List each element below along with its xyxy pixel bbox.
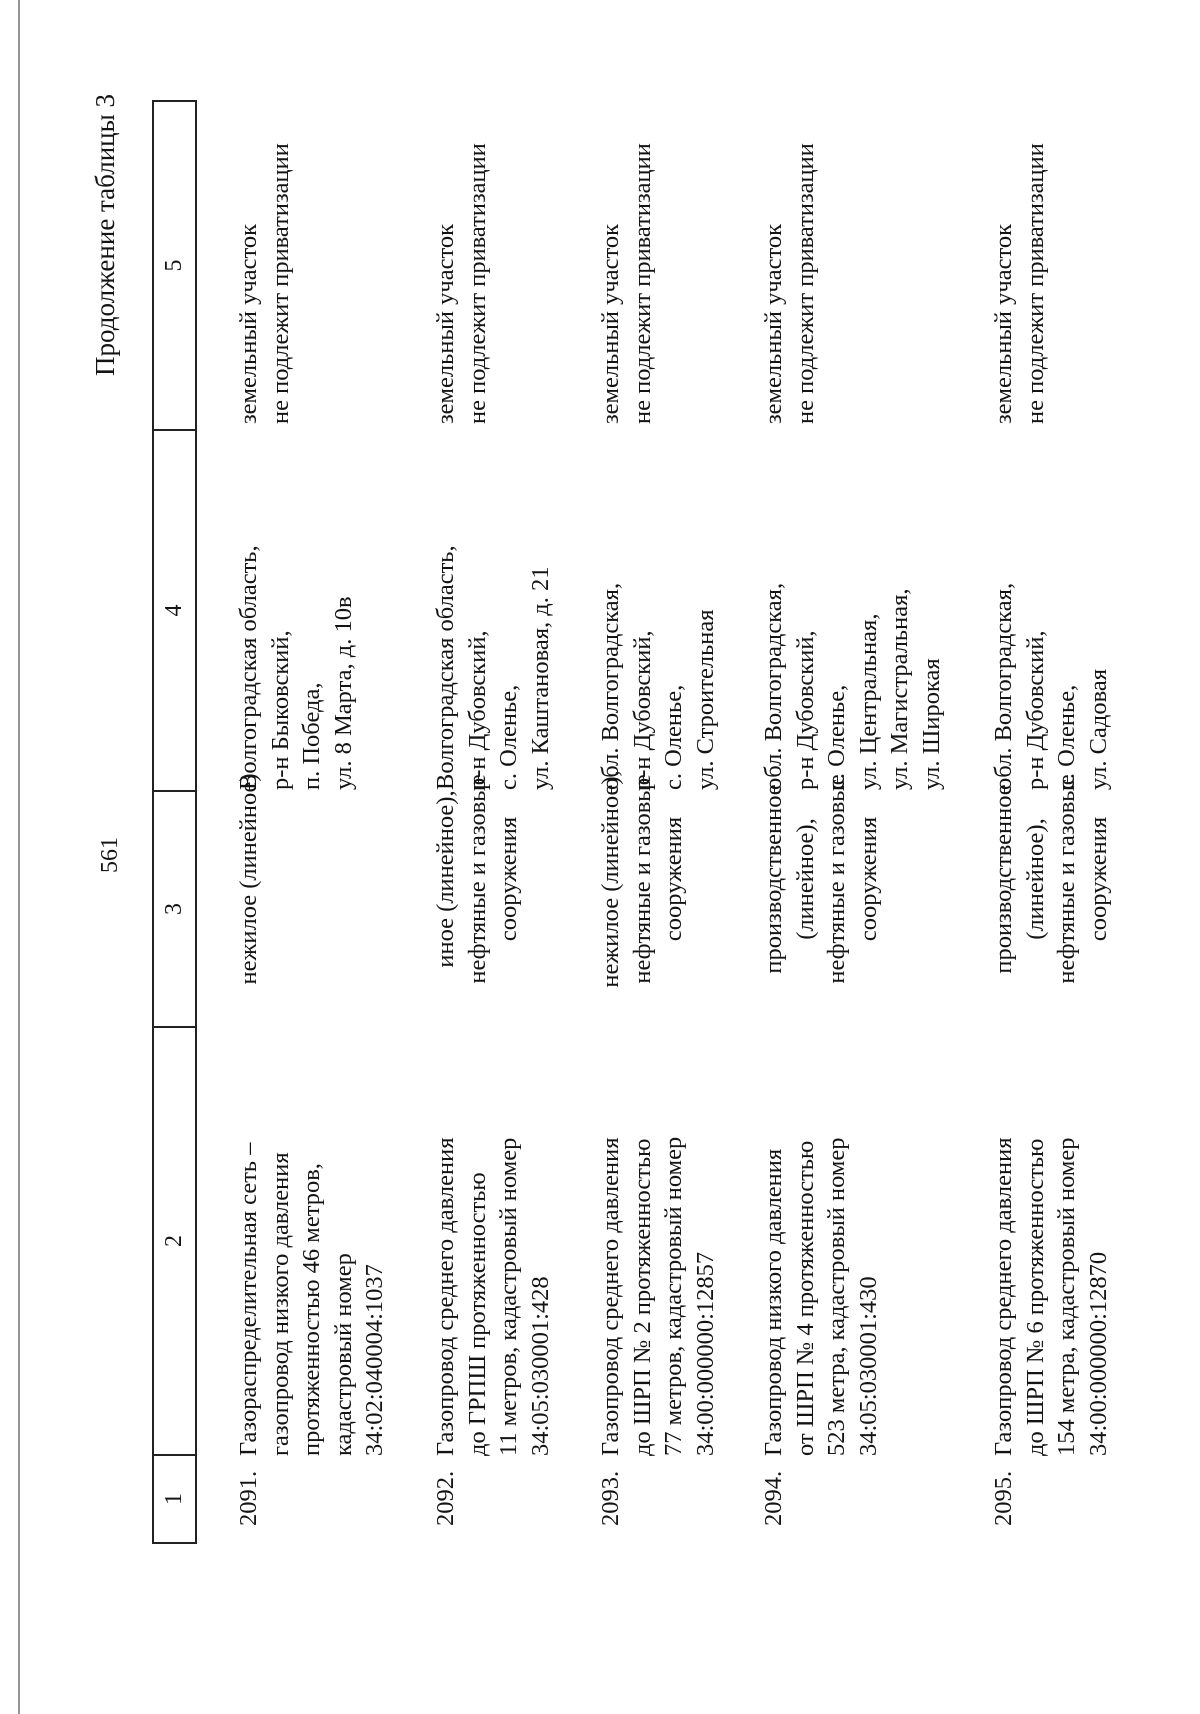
- type-line: нефтяные и газовые: [628, 774, 656, 984]
- name-line: протяженностью 46 метров,: [298, 1163, 325, 1456]
- name-line: 34:02:040004:1037: [361, 1264, 388, 1456]
- object-address: [233, 460, 359, 790]
- address-line: Волгоградская область,: [235, 545, 262, 790]
- address-line: ул. Магистральная,: [886, 588, 913, 790]
- type-line: сооружения: [1084, 816, 1112, 942]
- page-number: 561: [97, 837, 123, 873]
- address-line: р-н Дубовский,: [1021, 630, 1049, 790]
- type-line: нефтяные и газовые: [1053, 774, 1080, 984]
- address-line: ул. Каштановая, д. 21: [526, 566, 554, 790]
- object-note: [988, 24, 1051, 424]
- note-line: не подлежит приватизации: [266, 143, 294, 424]
- type-line: сооружения: [660, 816, 687, 942]
- row-number: 2093.: [597, 1470, 624, 1526]
- object-note: [233, 24, 296, 424]
- address-line: ул. Широкая: [917, 658, 945, 790]
- type-line: (линейное),: [1021, 818, 1049, 940]
- name-line: 154 метра, кадастровый номер: [1053, 1137, 1080, 1456]
- address-line: ул. 8 Марта, д. 10в: [329, 596, 357, 790]
- object-name: [430, 1036, 556, 1456]
- address-line: ул. Строительная: [691, 609, 719, 790]
- note-line: не подлежит приватизации: [463, 143, 491, 424]
- name-line: 523 метра, кадастровый номер: [823, 1137, 850, 1456]
- object-address: [595, 460, 721, 790]
- type-line: (линейное),: [791, 818, 819, 940]
- name-line: Газораспределительная сеть –: [235, 1142, 262, 1456]
- address-line: с. Оленье,: [823, 684, 850, 790]
- name-line: 77 метров, кадастровый номер: [660, 1136, 687, 1456]
- object-note: [595, 24, 658, 424]
- name-line: Газопровод среднего давления: [432, 1137, 459, 1456]
- note-line: земельный участок: [760, 224, 787, 424]
- type-line: сооружения: [495, 816, 522, 942]
- type-line: производственное: [760, 784, 787, 974]
- row-number: 2094.: [760, 1470, 787, 1526]
- table-header-rule: [195, 100, 197, 1544]
- object-name: [988, 1036, 1114, 1456]
- name-line: до ШРП № 2 протяженностью: [628, 1138, 656, 1456]
- note-line: земельный участок: [597, 224, 624, 424]
- address-line: с. Оленье,: [1053, 684, 1080, 790]
- row-number: 2091.: [235, 1470, 262, 1526]
- type-line: иное (линейное),: [432, 790, 459, 968]
- type-line: производственное: [990, 784, 1017, 974]
- object-address: [430, 460, 556, 790]
- name-line: 11 метров, кадастровый номер: [495, 1137, 522, 1456]
- address-line: р-н Дубовский,: [463, 630, 491, 790]
- table-caption: Продолжение таблицы 3: [90, 94, 120, 376]
- object-note: [758, 24, 821, 424]
- table-left-border: [152, 1542, 197, 1544]
- row-number: 2095.: [990, 1470, 1017, 1526]
- column-number-3: 3: [161, 903, 187, 915]
- name-line: 34:05:030001:430: [854, 1276, 882, 1456]
- object-note: [430, 24, 493, 424]
- type-line: нежилое (линейное),: [597, 770, 624, 988]
- address-line: р-н Дубовский,: [791, 630, 819, 790]
- column-number-5: 5: [161, 259, 187, 272]
- name-line: газопровод низкого давления: [266, 1152, 294, 1456]
- object-address: [758, 460, 947, 790]
- object-name: [758, 1036, 884, 1456]
- name-line: кадастровый номер: [329, 1253, 357, 1456]
- address-line: п. Победа,: [298, 682, 325, 790]
- note-line: не подлежит приватизации: [1021, 143, 1049, 424]
- name-line: Газопровод низкого давления: [760, 1148, 787, 1456]
- address-line: ул. Центральная,: [854, 613, 882, 790]
- type-line: нежилое (линейное): [235, 773, 262, 985]
- type-line: сооружения: [854, 816, 882, 942]
- object-name: [595, 1036, 721, 1456]
- column-number-4: 4: [161, 604, 187, 617]
- address-line: р-н Дубовский,: [628, 630, 656, 790]
- address-line: Волгоградская область,: [432, 545, 459, 790]
- note-line: земельный участок: [235, 224, 262, 424]
- address-line: обл. Волгоградская,: [990, 582, 1017, 790]
- object-name: [233, 1036, 391, 1456]
- type-line: нефтяные и газовые: [463, 774, 491, 984]
- column-number-2: 2: [161, 1235, 187, 1247]
- column-number-1: 1: [161, 1493, 187, 1505]
- address-line: р-н Быковский,: [266, 630, 294, 790]
- name-line: 34:00:000000:12857: [691, 1251, 719, 1456]
- note-line: не подлежит приватизации: [791, 143, 819, 424]
- name-line: 34:00:000000:12870: [1084, 1251, 1112, 1456]
- note-line: земельный участок: [990, 224, 1017, 424]
- object-address: [988, 460, 1114, 790]
- name-line: Газопровод среднего давления: [597, 1137, 624, 1456]
- name-line: до ГРПШ протяженностью: [463, 1172, 491, 1456]
- address-line: с. Оленье,: [660, 684, 687, 790]
- name-line: до ШРП № 6 протяженностью: [1021, 1138, 1049, 1456]
- name-line: от ШРП № 4 протяженностью: [791, 1140, 819, 1456]
- note-line: не подлежит приватизации: [628, 143, 656, 424]
- row-number: 2092.: [432, 1470, 459, 1526]
- note-line: земельный участок: [432, 224, 459, 424]
- address-line: обл. Волгоградская,: [760, 582, 787, 790]
- name-line: Газопровод среднего давления: [990, 1137, 1017, 1456]
- name-line: 34:05:030001:428: [526, 1276, 554, 1456]
- address-line: обл. Волгоградская,: [597, 582, 624, 790]
- address-line: с. Оленье,: [495, 684, 522, 790]
- address-line: ул. Садовая: [1084, 669, 1112, 790]
- type-line: нефтяные и газовые: [823, 774, 850, 984]
